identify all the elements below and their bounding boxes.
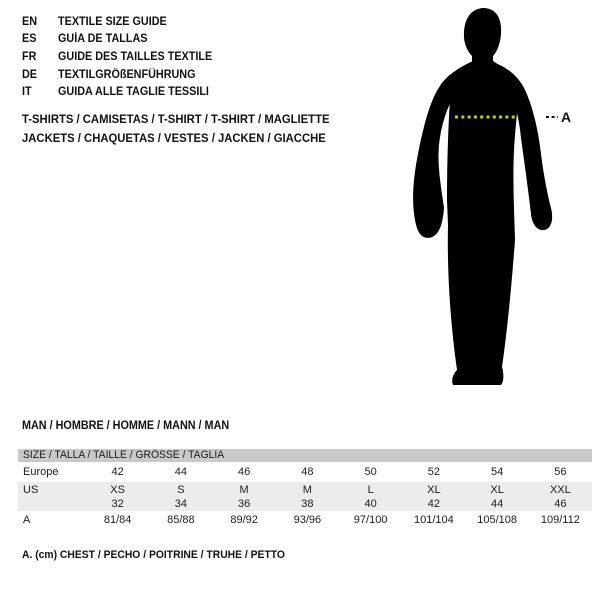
row-label: Europe [23,466,59,478]
section-title: MAN / HOMBRE / HOMME / MANN / MAN [22,420,230,432]
language-title: GUIDA ALLE TAGLIE TESSILI [58,86,209,99]
size-cell: S [177,483,185,496]
row-label: A [23,514,31,526]
language-row [22,83,222,101]
size-cell: 54 [491,466,504,478]
size-cell: M [302,483,312,496]
size-cell: 34 [174,498,187,510]
size-cell: 101/104 [413,514,454,526]
size-table-header: SIZE / TALLA / TAILLE / GRÖSSE / TAGLIA [18,449,592,462]
man-silhouette-figure [400,0,600,400]
category-lines [22,110,349,147]
language-list [22,13,222,101]
size-cell: 52 [427,466,440,478]
size-cell: 42 [427,498,440,510]
size-cell: 40 [364,498,377,510]
table-row-europe [18,462,592,482]
language-row [22,66,222,84]
size-cell: L [367,483,374,496]
size-cell: XL [427,483,441,496]
size-cell: XXL [549,483,571,496]
size-cell: 81/84 [103,514,132,526]
size-cell: 46 [238,466,251,478]
size-cell: 46 [554,498,567,510]
size-cell: 44 [491,498,504,510]
language-code: DE [22,68,38,81]
table-row-us [18,482,592,497]
size-cell: 44 [174,466,187,478]
size-cell: 38 [301,498,314,510]
silhouette-torso-legs [447,60,518,385]
language-title: TEXTILGRÖßENFÜHRUNG [58,68,196,81]
category-line-jackets: JACKETS / CHAQUETAS / VESTES / JACKEN / GIACCHE [22,130,326,145]
language-row [22,31,222,49]
measurement-footnote: A. (cm) CHEST / PECHO / POITRINE / TRUHE / PETTO [22,549,285,561]
language-row [22,48,222,66]
language-code: FR [22,50,37,63]
size-cell: XS [110,483,125,496]
language-code: IT [22,86,32,99]
size-table [18,449,592,529]
size-cell: 93/96 [293,514,322,526]
row-label: US [23,483,39,496]
size-cell: 85/88 [167,514,195,526]
size-cell: 36 [238,498,251,510]
table-row-numeric [18,497,592,511]
size-cell: M [239,483,249,496]
language-title: TEXTILE SIZE GUIDE [58,15,167,28]
size-cell: XL [490,483,504,496]
size-cell: 32 [111,498,124,510]
size-cell: 56 [554,466,567,478]
size-cell: 48 [301,466,314,478]
size-cell: 97/100 [353,514,388,526]
size-cell: 42 [111,466,124,478]
table-row-chest [18,511,592,529]
language-code: ES [22,33,37,46]
size-cell: 105/108 [477,514,517,526]
size-cell: 50 [364,466,377,478]
size-cell: 109/112 [540,514,580,526]
size-cell: 89/92 [230,514,258,526]
language-title: GUÍA DE TALLAS [58,33,148,46]
language-code: EN [22,15,38,28]
language-title: GUIDE DES TAILLES TEXTILE [58,50,213,63]
category-line-tshirts: T-SHIRTS / CAMISETAS / T-SHIRT / T-SHIRT / MAGLIETTE [22,112,330,126]
measure-label-a: A [561,109,572,125]
language-row [22,13,222,31]
